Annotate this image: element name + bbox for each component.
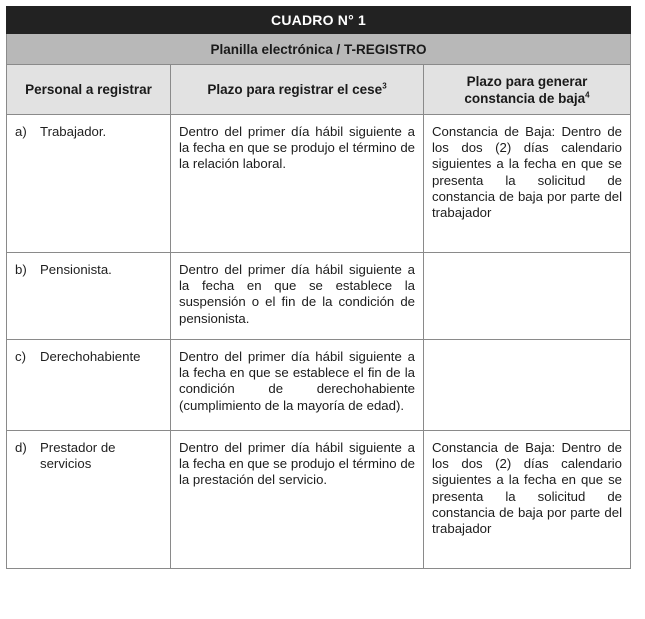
row-person-label: Pensionista. [40, 262, 112, 277]
column-header-personal [7, 65, 171, 115]
cell-personal [7, 253, 171, 340]
footnote-marker-4: 4 [585, 90, 590, 99]
footnote-marker-3: 3 [382, 81, 387, 91]
row-person-label: Prestador de servicios [40, 440, 116, 472]
cell-plazo-cese: Dentro del primer día hábil siguiente a la fecha en que se establece el fin de la condición de derechohabiente (cumplimiento de la mayoría de edad). [171, 340, 424, 431]
row-letter: d) [15, 440, 27, 455]
table-subtitle-row [7, 34, 631, 65]
row-person-label: Derechohabiente [40, 349, 141, 364]
column-header-plazo-constancia-label: Plazo para generar constancia de baja [464, 73, 588, 106]
cell-plazo-constancia [424, 253, 631, 340]
row-letter: b) [15, 262, 27, 277]
row-person-label: Trabajador. [40, 124, 107, 139]
cell-plazo-constancia: Constancia de Baja: Dentro de los dos (2) días calendario siguientes a la fecha en que se presenta la solicitud de constancia de baja por parte del trabajador [424, 115, 631, 253]
column-header-plazo-cese-label: Plazo para registrar el cese [207, 82, 383, 97]
column-header-plazo-cese [171, 65, 424, 115]
table-title-row [7, 7, 631, 34]
cell-plazo-constancia: Constancia de Baja: Dentro de los dos (2) días calendario siguientes a la fecha en que se presenta la solicitud de constancia de baja por parte del trabajador [424, 431, 631, 569]
column-header-personal-label: Personal a registrar [25, 82, 152, 97]
cell-personal [7, 431, 171, 569]
cell-personal [7, 340, 171, 431]
column-header-row [7, 65, 631, 115]
column-header-plazo-constancia [424, 65, 631, 115]
row-letter: a) [15, 124, 27, 139]
table-row [7, 115, 631, 253]
cell-plazo-constancia [424, 340, 631, 431]
table-subtitle: Planilla electrónica / T-REGISTRO [7, 34, 631, 65]
cell-personal [7, 115, 171, 253]
row-letter: c) [15, 349, 26, 364]
cell-plazo-cese: Dentro del primer día hábil siguiente a la fecha en que se produjo el término de la relación laboral. [171, 115, 424, 253]
cell-plazo-cese: Dentro del primer día hábil siguiente a la fecha en que se establece la suspensión o el fin de la condición de pensionista. [171, 253, 424, 340]
table-row [7, 340, 631, 431]
table-row [7, 431, 631, 569]
table-title: CUADRO N° 1 [7, 7, 631, 34]
registro-table [6, 6, 631, 569]
table-row [7, 253, 631, 340]
cell-plazo-cese: Dentro del primer día hábil siguiente a la fecha en que se produjo el término de la prestación del servicio. [171, 431, 424, 569]
